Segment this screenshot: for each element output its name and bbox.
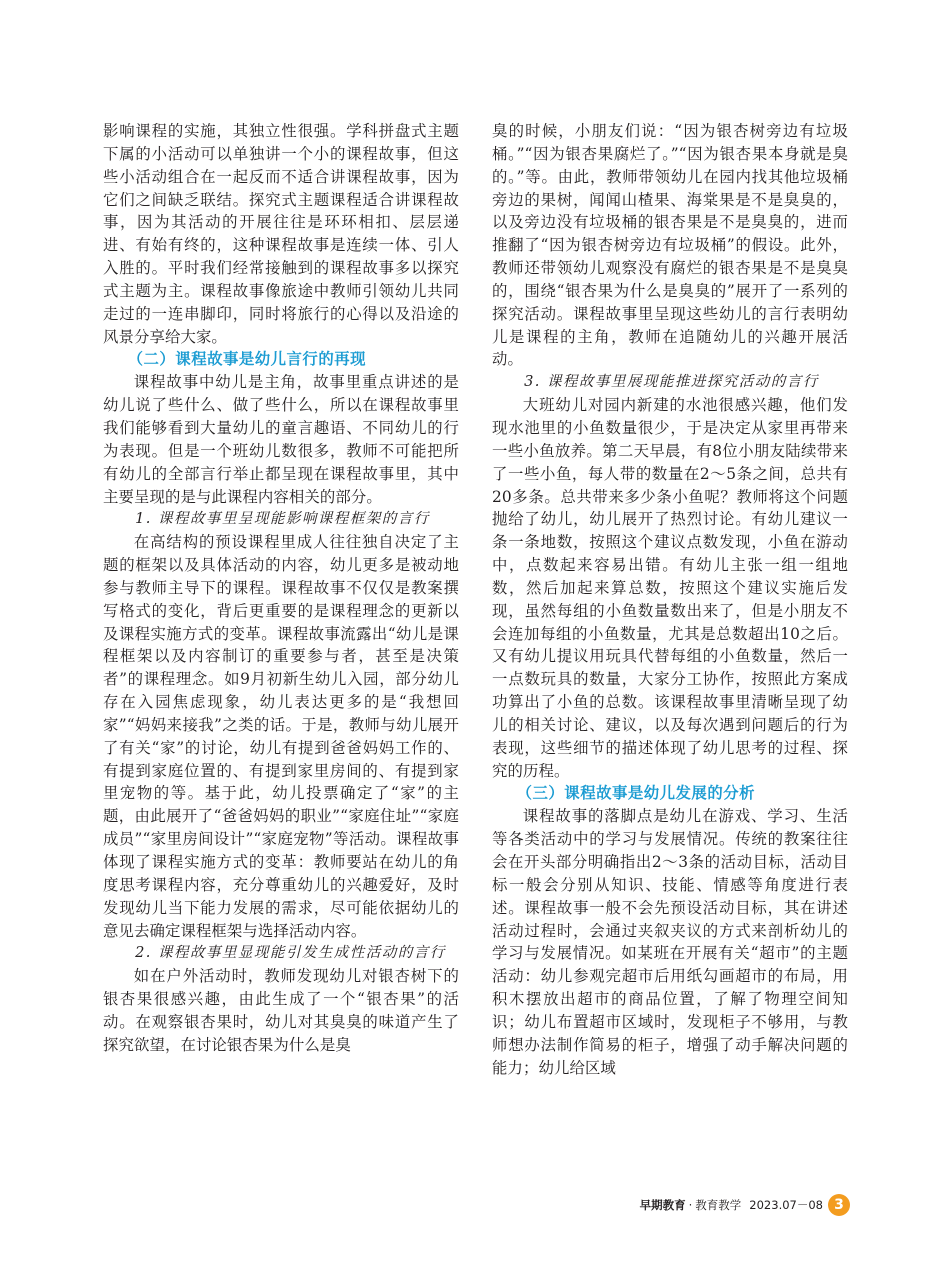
paragraph-intro-continued: 影响课程的实施，其独立性很强。学科拼盘式主题下属的小活动可以单独讲一个小的课程故事，但这些小活动组合在一起反而不适合讲课程故事，因为它们之间缺乏联结。探究式主题课程适合讲课程故事，因为其活动的开展往往是环环相扣、层层递进、有始有终的，这种课程故事是连续一体、引人入胜的。平时我们经常接触到的课程故事多以探究式主题为主。课程故事像旅途中教师引领幼儿共同走过的一连串脚印，同时将旅行的心得以及沿途的风景分享给大家。 — [103, 122, 459, 346]
page-footer — [640, 1193, 850, 1217]
subheading-3: 3. 课程故事里展现能推进探究活动的言行 — [524, 373, 819, 391]
page-number-badge: 3 — [828, 1194, 850, 1216]
paragraph-subheading-3: 大班幼儿对园内新建的水池很感兴趣，他们发现水池里的小鱼数量很少，于是决定从家里再带来一些小鱼放养。第二天早晨，有8位小朋友陆续带来了一些小鱼，每人带的数量在2～5条之间，总共有20多条。总共带来多少条小鱼呢？教师将这个问题抛给了幼儿，幼儿展开了热烈讨论。有幼儿建议一条一条地数，按照这个建议点数发现，小鱼在游动中，点数起来容易出错。有幼儿主张一组一组地数，然后加起来算总数，按照这个建议实施后发现，虽然每组的小鱼数量数出来了，但是小朋友不会连加每组的小鱼数量，尤其是总数超出10之后。又有幼儿提议用玩具代替每组的小鱼数量，然后一一点数玩具的数量，大家分工协作，按照此方案成功算出了小鱼的总数。该课程故事里清晰呈现了幼儿的相关讨论、建议，以及每次遇到问题后的行为表现，这些细节的描述体现了幼儿思考的过程、探究的历程。 — [492, 396, 848, 780]
paragraph-subheading-1: 在高结构的预设课程里成人往往独自决定了主题的框架以及具体活动的内容，幼儿更多是被动地参与教师主导下的课程。课程故事不仅仅是教案撰写格式的变化，背后更重要的是课程理念的更新以及课程实施方式的变革。课程故事流露出“幼儿是课程框架以及内容制订的重要参与者，甚至是决策者”的课程理念。如9月初新生幼儿入园，部分幼儿存在入园焦虑现象，幼儿表达更多的是“我想回家”“妈妈来接我”之类的话。于是，教师与幼儿展开了有关“家”的讨论，幼儿有提到爸爸妈妈工作的、有提到家庭位置的、有提到家里房间的、有提到家里宠物的等。基于此，幼儿投票确定了“家”的主题，由此展开了“爸爸妈妈的职业”“家庭住址”“家庭成员”“家里房间设计”“家庭宠物”等活动。课程故事体现了课程实施方式的变革：教师要站在幼儿的角度思考课程内容，充分尊重幼儿的兴趣爱好，及时发现幼儿当下能力发展的需求，尽可能依据幼儿的意见去确定课程框架与选择活动内容。 — [103, 533, 459, 940]
paragraph-section-2: 课程故事中幼儿是主角，故事里重点讲述的是幼儿说了些什么、做了些什么，所以在课程故事里我们能够看到大量幼儿的童言趣语、不同幼儿的行为表现。但是一个班幼儿数很多，教师不可能把所有幼儿的全部言行举止都呈现在课程故事里，其中主要呈现的是与此课程内容相关的部分。 — [103, 373, 459, 506]
subheading-1: 1. 课程故事里呈现能影响课程框架的言行 — [135, 510, 430, 528]
subheading-2: 2. 课程故事里显现能引发生成性活动的言行 — [135, 944, 446, 962]
footer-separator: · — [688, 1198, 693, 1212]
journal-name: 早期教育 — [639, 1198, 686, 1212]
journal-edition: 教育教学 — [695, 1198, 742, 1212]
section-heading-3: （三）课程故事是幼儿发展的分析 — [516, 784, 755, 803]
paragraph-subheading-2-continued: 臭的时候，小朋友们说：“因为银杏树旁边有垃圾桶。”“因为银杏果腐烂了。”“因为银杏果本身就是臭的。”等。由此，教师带领幼儿在园内找其他垃圾桶旁边的果树，闻闻山楂果、海棠果是不是臭臭的，以及旁边没有垃圾桶的银杏果是不是臭臭的，进而推翻了“因为银杏树旁边有垃圾桶”的假设。此外，教师还带领幼儿观察没有腐烂的银杏果是不是臭臭的，围绕“银杏果为什么是臭臭的”展开了一系列的探究活动。课程故事里呈现这些幼儿的言行表明幼儿是课程的主角，教师在追随幼儿的兴趣开展活动。 — [492, 122, 848, 369]
right-column — [492, 120, 848, 1079]
left-column — [103, 120, 459, 1057]
issue-date: 2023.07－08 — [749, 1198, 823, 1212]
section-heading-2: （二）课程故事是幼儿言行的再现 — [127, 350, 366, 369]
paragraph-section-3: 课程故事的落脚点是幼儿在游戏、学习、生活等各类活动中的学习与发展情况。传统的教案往往会在开头部分明确指出2～3条的活动目标，活动目标一般会分别从知识、技能、情感等角度进行表述。课程故事一般不会先预设活动目标，其在讲述活动过程时，会通过夹叙夹议的方式来剖析幼儿的学习与发展情况。如某班在开展有关“超市”的主题活动：幼儿参观完超市后用纸勾画超市的布局，用积木摆放出超市的商品位置，了解了物理空间知识；幼儿布置超市区域时，发现柜子不够用，与教师想办法制作简易的柜子，增强了动手解决问题的能力；幼儿给区域 — [492, 807, 848, 1077]
paragraph-subheading-2: 如在户外活动时，教师发现幼儿对银杏树下的银杏果很感兴趣，由此生成了一个“银杏果”的活动。在观察银杏果时，幼儿对其臭臭的味道产生了探究欲望，在讨论银杏果为什么是臭 — [103, 967, 459, 1054]
